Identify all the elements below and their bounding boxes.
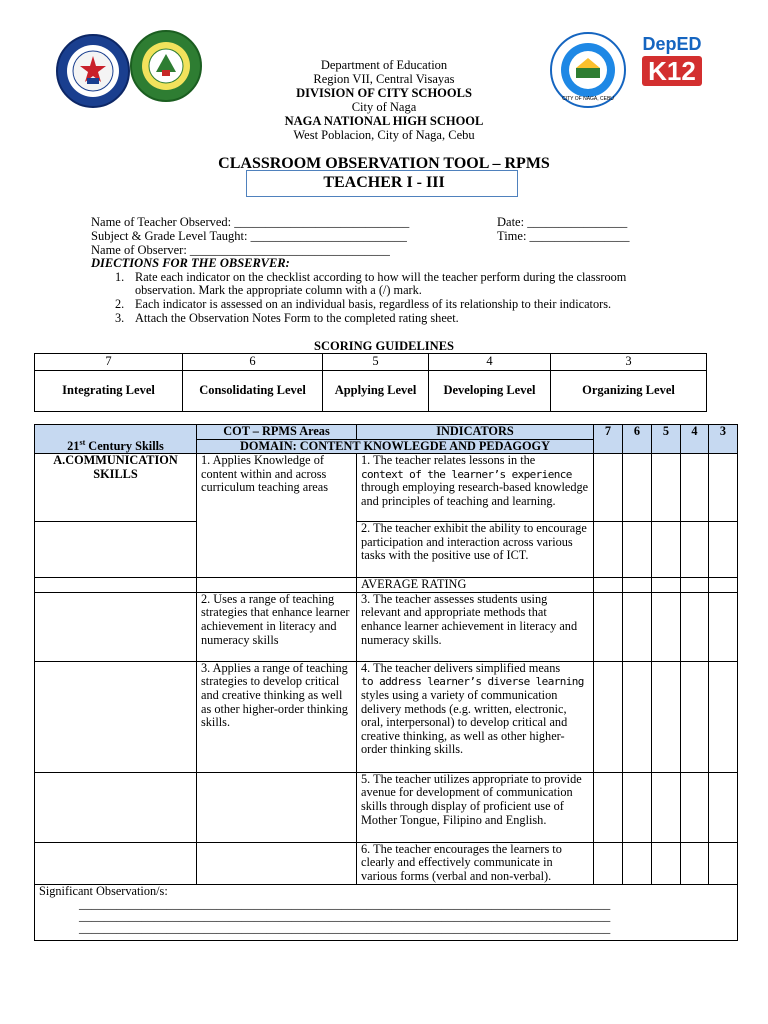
directions-heading: DIECTIONS FOR THE OBSERVER: xyxy=(91,256,290,270)
deped-wordmark: DepED xyxy=(642,34,702,54)
page-title: CLASSROOM OBSERVATION TOOL – RPMS xyxy=(218,155,550,172)
indicator-4 xyxy=(357,661,594,772)
skill-empty-cell xyxy=(35,522,197,578)
indicator-6: 6. The teacher encourages the learners to clearly and effectively communicate in various forms (verbal and non-verbal). xyxy=(357,842,594,884)
header-line-school: NAGA NATIONAL HIGH SCHOOL xyxy=(284,114,484,128)
skill-empty-cell xyxy=(35,661,197,772)
direction-text: Rate each indicator on the checklist according to how will the teacher perform during the classroom observation. Mark the appropriate column with a (/) mark. xyxy=(135,270,627,298)
col-header-score: 4 xyxy=(681,425,709,454)
direction-number: 3. xyxy=(115,311,125,325)
direction-text: Each indicator is assessed on an individual basis, regardless of its relationship to their indicators. xyxy=(135,297,612,311)
skill-empty-cell xyxy=(35,842,197,884)
rating-cell-7[interactable] xyxy=(594,661,623,772)
rating-cell-4[interactable] xyxy=(681,592,709,661)
col-header-score: 6 xyxy=(623,425,652,454)
rating-cell-6[interactable] xyxy=(623,578,652,593)
area-1: 1. Applies Knowledge of content within and across curriculum teaching areas xyxy=(197,454,357,578)
rating-cell-6[interactable] xyxy=(623,522,652,578)
rating-cell-5[interactable] xyxy=(652,578,681,593)
rating-cell-7[interactable] xyxy=(594,592,623,661)
rating-cell-3[interactable] xyxy=(709,522,738,578)
indicator-4-line-a: 4. The teacher delivers simplified means xyxy=(361,660,561,675)
skill-empty-cell xyxy=(35,772,197,842)
rating-cell-5[interactable] xyxy=(652,842,681,884)
rating-cell-4[interactable] xyxy=(681,661,709,772)
rating-cell-4[interactable] xyxy=(681,522,709,578)
observation-line[interactable]: _____________________________________________________________________________________ xyxy=(79,897,611,912)
skill-empty-cell xyxy=(35,592,197,661)
score-level: Developing Level xyxy=(429,370,551,411)
significant-observation-label: Significant Observation/s: xyxy=(39,883,168,898)
domain-header: DOMAIN: CONTENT KNOWLEGDE AND PEDAGOGY xyxy=(197,439,594,454)
date-field[interactable]: Date: ________________ xyxy=(497,215,628,229)
indicator-5: 5. The teacher utilizes appropriate to provide avenue for development of communication skills through display of proficient use of Mother Tongue, Filipino and English. xyxy=(357,772,594,842)
rating-cell-5[interactable] xyxy=(652,454,681,522)
rating-cell-6[interactable] xyxy=(623,842,652,884)
rating-cell-3[interactable] xyxy=(709,772,738,842)
average-rating-label: AVERAGE RATING xyxy=(357,578,594,593)
indicator-3: 3. The teacher assesses students using relevant and appropriate methods that enhance learner achievement in literacy and numeracy skills. xyxy=(357,592,594,661)
score-level: Consolidating Level xyxy=(183,370,323,411)
indicator-4-line-b: to address learner’s diverse learning xyxy=(361,675,584,689)
direction-number: 1. xyxy=(115,270,125,284)
subject-grade-field[interactable]: Subject & Grade Level Taught: _________________________ xyxy=(91,229,407,243)
col-header-score: 7 xyxy=(594,425,623,454)
time-field[interactable]: Time: ________________ xyxy=(497,229,630,243)
area-empty-cell xyxy=(197,842,357,884)
scoring-table xyxy=(34,353,707,412)
scoring-heading: SCORING GUIDELINES xyxy=(314,339,454,353)
col-header-indicators: INDICATORS xyxy=(357,425,594,440)
score-level: Applying Level xyxy=(323,370,429,411)
direction-number: 2. xyxy=(115,297,125,311)
score-number: 6 xyxy=(183,354,323,371)
skill-communication: A.COMMUNICATION SKILLS xyxy=(35,454,197,522)
rating-cell-7[interactable] xyxy=(594,772,623,842)
score-number: 4 xyxy=(429,354,551,371)
skill-empty-cell xyxy=(35,578,197,593)
header-line-address: West Poblacion, City of Naga, Cebu xyxy=(293,128,475,142)
header-line-division: DIVISION OF CITY SCHOOLS xyxy=(296,86,472,100)
area-2: 2. Uses a range of teaching strategies that enhance learner achievement in literacy and numeracy skills xyxy=(197,592,357,661)
indicator-1-line-b: context of the learner’s experience xyxy=(361,467,572,481)
rating-cell-6[interactable] xyxy=(623,661,652,772)
col-header-areas: COT – RPMS Areas xyxy=(197,425,357,440)
indicator-1-line-c: through employing research-based knowledge and principles of teaching and learning. xyxy=(361,480,589,508)
indicator-2: 2. The teacher exhibit the ability to encourage participation and interaction across various tasks with the positive use of ICT. xyxy=(357,522,594,578)
direction-text: Attach the Observation Notes Form to the completed rating sheet. xyxy=(135,311,459,325)
rating-cell-5[interactable] xyxy=(652,522,681,578)
header-line-region: Region VII, Central Visayas xyxy=(313,72,455,86)
observer-name-field[interactable]: Name of Observer: ________________________________ xyxy=(91,243,390,257)
observation-line[interactable]: _____________________________________________________________________________________ xyxy=(79,921,611,936)
col-header-skills: 21st Century Skills xyxy=(35,425,197,454)
indicator-1-line-a: 1. The teacher relates lessons in the xyxy=(361,453,536,468)
rating-cell-7[interactable] xyxy=(594,578,623,593)
rating-cell-3[interactable] xyxy=(709,592,738,661)
rating-cell-5[interactable] xyxy=(652,661,681,772)
indicator-4-line-c: styles using a variety of communication delivery methods (e.g. written, electronic, oral, interpersonal) to develop critical and creative thinking, as well as other higher-order thinking skills. xyxy=(361,687,568,757)
col-header-score: 3 xyxy=(709,425,738,454)
area-3: 3. Applies a range of teaching strategies to develop critical and creative thinking as well as other higher-order thinking skills. xyxy=(197,661,357,772)
teacher-name-field[interactable]: Name of Teacher Observed: ____________________________ xyxy=(91,215,410,229)
rating-cell-5[interactable] xyxy=(652,772,681,842)
rating-cell-6[interactable] xyxy=(623,772,652,842)
cot-rating-table xyxy=(34,424,738,941)
area-empty-cell xyxy=(197,772,357,842)
score-level: Integrating Level xyxy=(35,370,183,411)
page-subtitle: TEACHER I - III xyxy=(323,174,445,191)
rating-cell-6[interactable] xyxy=(623,592,652,661)
k12-wordmark: K12 xyxy=(642,56,702,86)
rating-cell-4[interactable] xyxy=(681,578,709,593)
rating-cell-7[interactable] xyxy=(594,522,623,578)
rating-cell-3[interactable] xyxy=(709,454,738,522)
rating-cell-7[interactable] xyxy=(594,454,623,522)
rating-cell-6[interactable] xyxy=(623,454,652,522)
rating-cell-5[interactable] xyxy=(652,592,681,661)
rating-cell-4[interactable] xyxy=(681,454,709,522)
nnhs-seal-caption: CITY OF NAGA, CEBU xyxy=(562,96,614,102)
score-number: 5 xyxy=(323,354,429,371)
score-number: 3 xyxy=(551,354,707,371)
score-level: Organizing Level xyxy=(551,370,707,411)
header-line-deped: Department of Education xyxy=(320,58,448,72)
significant-observation-cell[interactable] xyxy=(35,884,738,940)
rating-cell-3[interactable] xyxy=(709,842,738,884)
rating-cell-3[interactable] xyxy=(709,578,738,593)
score-number: 7 xyxy=(35,354,183,371)
header-line-city: City of Naga xyxy=(351,100,417,114)
col-header-score: 5 xyxy=(652,425,681,454)
indicator-1 xyxy=(357,454,594,522)
rating-cell-4[interactable] xyxy=(681,842,709,884)
rating-cell-7[interactable] xyxy=(594,842,623,884)
rating-cell-4[interactable] xyxy=(681,772,709,842)
observation-line[interactable]: _____________________________________________________________________________________ xyxy=(79,909,611,924)
rating-cell-3[interactable] xyxy=(709,661,738,772)
area-empty-cell xyxy=(197,578,357,593)
